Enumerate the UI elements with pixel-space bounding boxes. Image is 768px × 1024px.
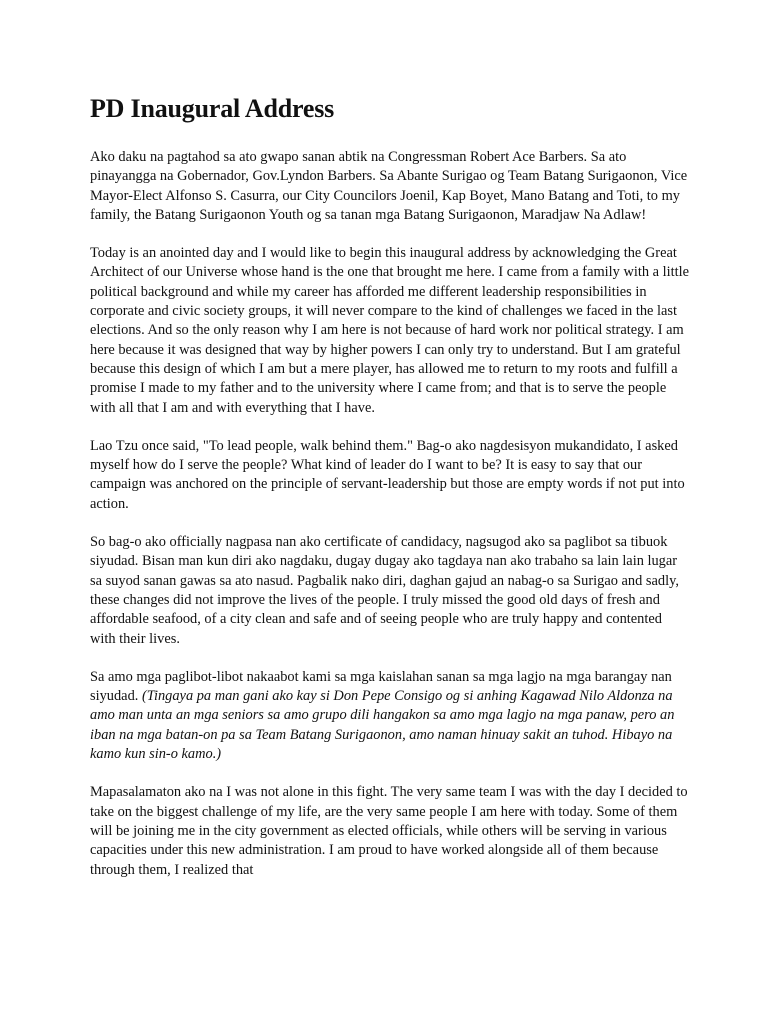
paragraph-text: Sa amo mga paglibot-libot nakaabot kami sa mga kaislahan sanan sa mga lagjo na mga barangay nan siyudad. [90,668,672,705]
paragraph-text: Mapasalamaton ako na I was not alone in this fight. The very same team I was with the day I decided to take on the biggest challenge of my life, are the very same people I am here with today. Some of them will be joining me in the city government as elected officials, while others will be serving in various capacities under this new administration. I am proud to have worked alongside all of them because through them, I realized that [90,784,688,878]
paragraph-text: So bag-o ako officially nagpasa nan ako certificate of candidacy, nagsugod ako sa paglibot sa tibuok siyudad. Bisan man kun diri ako nagdaku, dugay dugay ako tagdaya nan ako trabaho sa lain lain lugar sa suyod sanan gawas sa ato nasud. Pagbalik nako diri, daghan gajud an nabag-o sa Surigao and sadly, these changes did not improve the lives of the people. I truly missed the good old days of fresh and affordable seafood, of a city clean and safe and of seeing people who are truly happy and contented with their lives. [90,534,679,647]
paragraph-anointed-day [90,244,690,418]
paragraph-greeting [90,148,690,225]
paragraph-italic-aside: (Tingaya pa man gani ako kay si Don Pepe Consigo og si anhing Kagawad Nilo Aldonza na amo man unta an mga seniors sa amo grupo dili hangakon sa amo mga lagjo na mga panaw, pero an iban na mga batan-on pa sa Team Batang Surigaonon, amo naman hinuay sakit an tuhod. Hibayo na kamo kun sin-o kamo.) [90,688,675,763]
document-page [90,92,690,899]
paragraph-paglibot [90,668,690,764]
paragraph-campaign [90,533,690,649]
paragraph-lao-tzu [90,437,690,514]
paragraph-text: Lao Tzu once said, "To lead people, walk behind them." Bag-o ako nagdesisyon mukandidato, I asked myself how do I serve the people? What kind of leader do I want to be? It is easy to say that our campaign was anchored on the principle of servant-leadership but those are empty words if not put into action. [90,437,685,512]
paragraph-mapasalamaton [90,783,690,879]
paragraph-text: Today is an anointed day and I would like to begin this inaugural address by acknowledging the Great Architect of our Universe whose hand is the one that brought me here. I came from a family with a little political background and while my career has afforded me different leadership responsibilities in corporate and civic society groups, it will never compare to the kind of challenges we faced in the last elections. And so the only reason why I am here is not because of hard work nor political strategy. I am here because it was designed that way by higher powers I can only try to understand. But I am grateful because this design of which I am but a mere player, has allowed me to return to my roots and fulfill a promise I made to my father and to the university where I came from; and that is to serve the people with all that I am and with everything that I have. [90,245,690,416]
document-title: PD Inaugural Address [90,94,335,123]
paragraph-text: Ako daku na pagtahod sa ato gwapo sanan abtik na Congressman Robert Ace Barbers. Sa ato pinayangga na Gobernador, Gov.Lyndon Barbers. Sa Abante Surigao og Team Batang Surigaonon, Vice Mayor-Elect Alfonso S. Casurra, our City Councilors Joenil, Kap Boyet, Mano Batang and Toti, to my family, the Batang Surigaonon Youth og sa tanan mga Batang Surigaonon, Maradjaw Na Adlaw! [90,149,688,223]
